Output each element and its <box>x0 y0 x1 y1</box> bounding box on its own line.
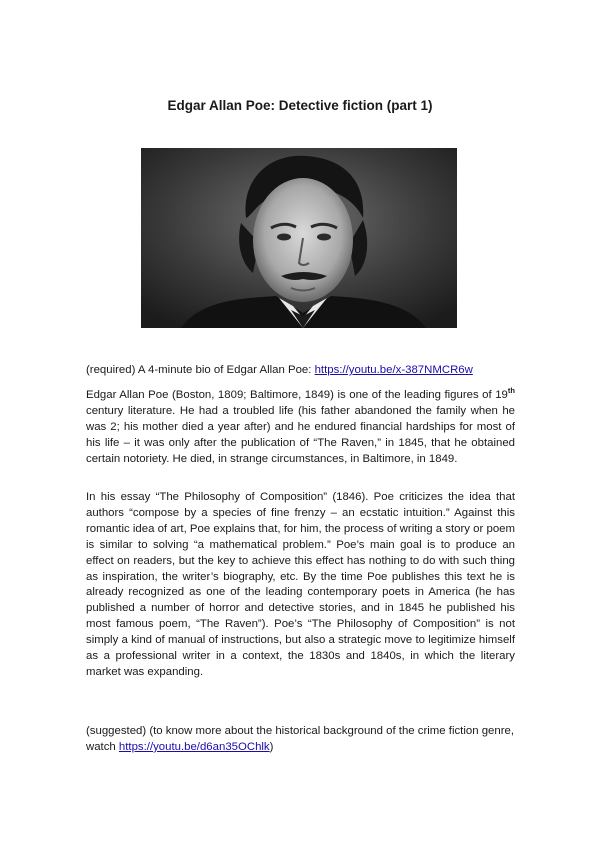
ordinal-superscript: th <box>507 386 515 396</box>
suggested-video-line <box>86 724 515 756</box>
philosophy-paragraph: In his essay “The Philosophy of Composition” (1846). Poe criticizes the idea that authors “compose by a species of fine frenzy – an ecstatic intuition.” Against this romantic idea of art, Poe explains that, for him, the process of writing a story or poem is similar to solving “a mathematical problem.” Poe’s main goal is to produce an effect on readers, but the key to achieve this effect has nothing to do with such thing as inspiration, the writer’s biography, etc. By the time Poe publishes this text he is already recognized as one of the leading contemporary poets in America (he has published a number of horror and detective stories, and in 1845 he published his most famous poem, “The Raven”). Poe’s “The Philosophy of Composition” is not simply a kind of manual of instructions, but also a strategic move to legitimize himself as a professional writer in a context, the 1830s and 1840s, in which the literary market was expanding. <box>86 491 515 678</box>
required-label: (required) A 4-minute bio of Edgar Allan Poe: <box>86 364 315 376</box>
suggested-closing-paren: ) <box>269 740 274 753</box>
paragraph-text-part2: century literature. He had a troubled life (his father abandoned the family when he was 2; his mother died a year after) and he endured financial hardships for most of his life – it was only after the publication of “The Raven,” in 1845, that he obtained certain notoriety. He died, in strange circumstances, in Baltimore, in 1849. <box>86 404 515 465</box>
page-title: Edgar Allan Poe: Detective fiction (part 1) <box>167 98 433 113</box>
paragraph-text-part1: Edgar Allan Poe (Boston, 1809; Baltimore, 1849) is one of the leading figures of 19 <box>86 389 508 401</box>
portrait-photo <box>141 148 457 328</box>
biography-paragraph <box>86 388 515 468</box>
bio-video-link[interactable]: https://youtu.be/x-387NMCR6w <box>314 364 473 376</box>
required-video-line <box>86 363 515 379</box>
portrait-illustration <box>141 148 457 328</box>
history-video-link[interactable]: https://youtu.be/d6an35OChlk <box>118 740 270 753</box>
suggested-label: (suggested) (to know more about the historical background of the crime fiction genre, watch <box>86 725 515 753</box>
